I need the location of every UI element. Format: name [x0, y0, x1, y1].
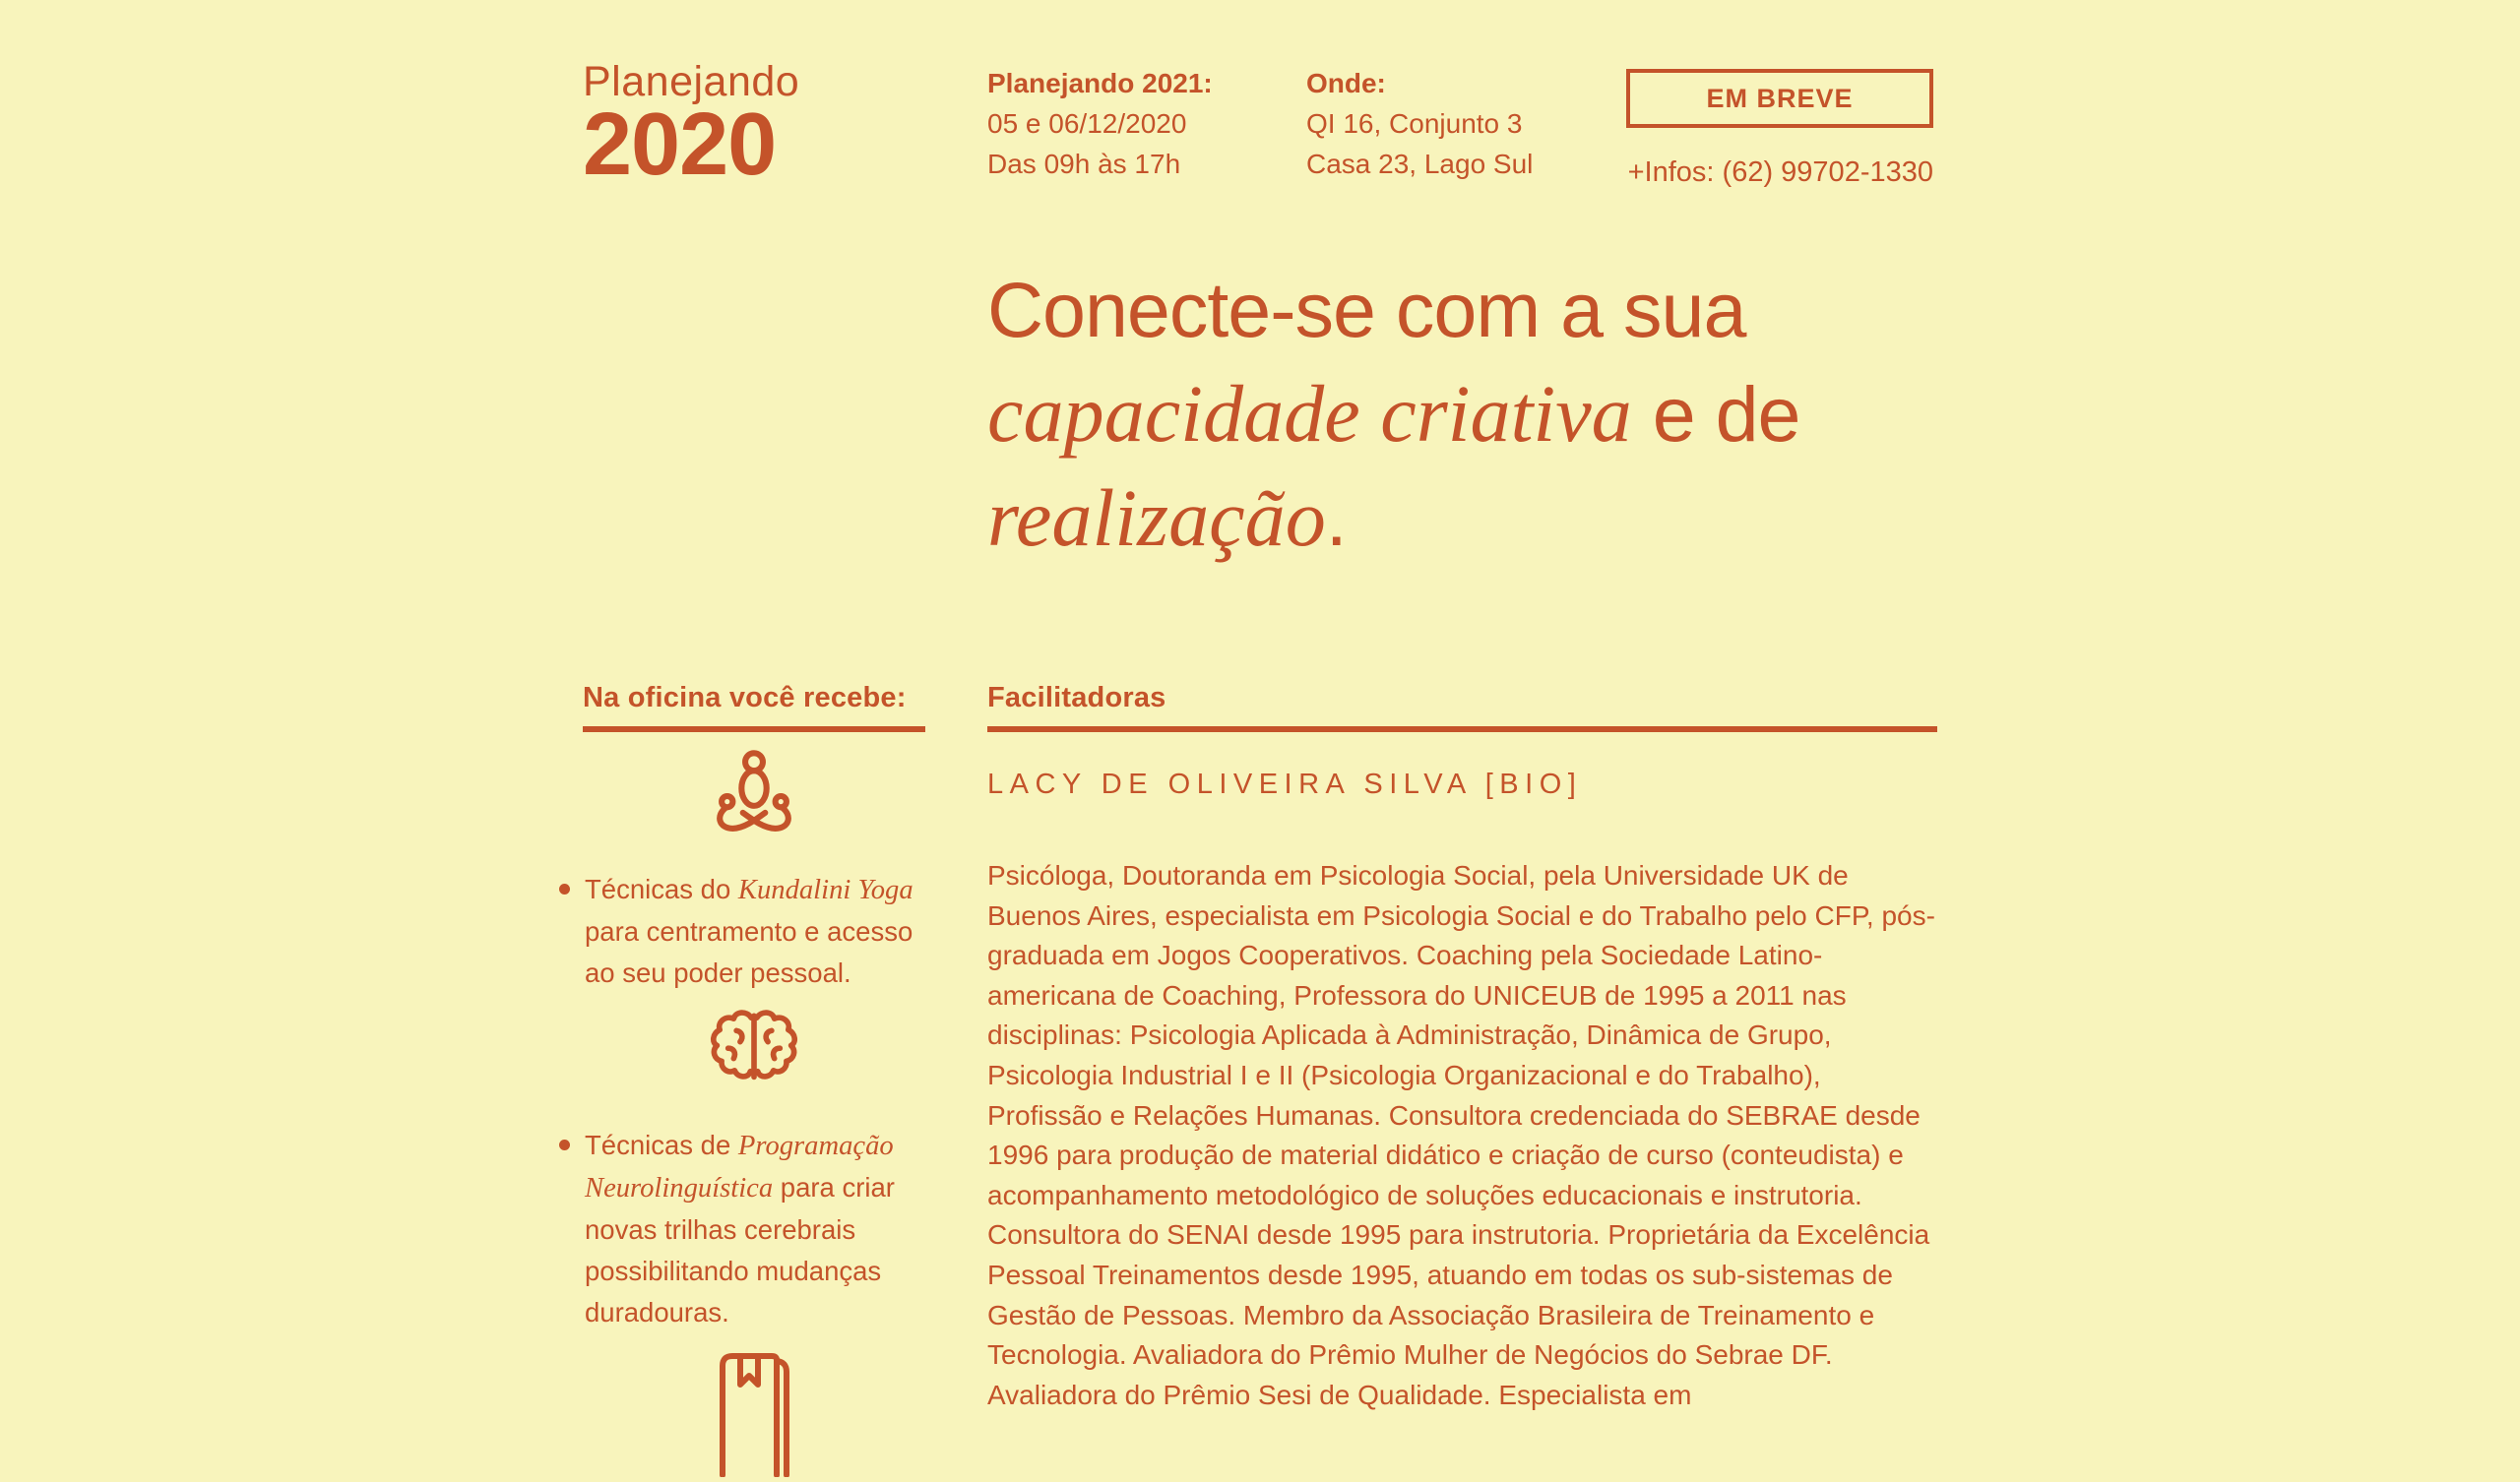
hero-heading — [987, 258, 1952, 571]
facilitators-heading: Facilitadoras — [987, 682, 1166, 713]
benefit-item-pnl: Técnicas de Programação Neurolinguística para criar novas trilhas cerebrais possibilitando mudanças duradouras. — [585, 1125, 925, 1333]
event-info-hours: Das 09h às 17h — [987, 149, 1181, 179]
benefits-list — [585, 1125, 925, 1333]
location-info-line2: Casa 23, Lago Sul — [1306, 149, 1534, 179]
phone-info: +Infos: (62) 99702-1330 — [1627, 156, 1933, 188]
benefits-heading: Na oficina você recebe: — [583, 682, 907, 713]
facilitator-bio: Psicóloga, Doutoranda em Psicologia Social, pela Universidade UK de Buenos Aires, especialista em Psicologia Social e do Trabalho pelo CFP, pós-graduada em Jogos Cooperativos. Coaching pela Sociedade Latino-americana de Coaching, Professora do UNICEUB de 1995 a 2011 nas disciplinas: Psicologia Aplicada à Administração, Dinâmica de Grupo, Psicologia Industrial I e II (Psicologia Organizacional e do Trabalho), Profissão e Relações Humanas. Consultora credenciada do SEBRAE desde 1996 para produção de material didático e criação de curso (conteudista) e acompanhamento metodológico de soluções educacionais e instrutoria. Consultora do SENAI desde 1995 para instrutoria. Proprietária da Excelência Pessoal Treinamentos desde 1995, atuando em todas os sub-sistemas de Gestão de Pessoas. Membro da Associação Brasileira de Treinamento e Tecnologia. Avaliadora do Prêmio Mulher de Negócios do Sebrae DF. Avaliadora do Prêmio Sesi de Qualidade. Especialista em — [987, 860, 1935, 1410]
logo-year: 2020 — [583, 95, 777, 194]
brain-icon — [583, 1006, 925, 1103]
location-info-label: Onde: — [1306, 68, 1386, 98]
facilitators-column — [987, 681, 1937, 1415]
logo-word: Planejando — [583, 58, 800, 105]
event-info-date: 05 e 06/12/2020 — [987, 108, 1187, 139]
location-info — [1306, 63, 1533, 184]
benefit-item-yoga: Técnicas do Kundalini Yoga para centramento e acesso ao seu poder pessoal. — [585, 869, 925, 994]
hero-line-1: Conecte-se com a sua — [987, 266, 1746, 353]
event-info — [987, 63, 1213, 184]
benefits-list — [585, 869, 925, 994]
facilitator-name: LACY DE OLIVEIRA SILVA [BIO] — [987, 769, 1583, 800]
hero-line-2: capacidade criativa e de — [987, 369, 1800, 459]
yoga-icon — [583, 750, 925, 847]
bio-link[interactable]: [BIO] — [1484, 769, 1583, 800]
book-icon — [583, 1349, 925, 1482]
site-logo — [583, 57, 800, 194]
section-divider — [583, 726, 925, 732]
benefits-column — [583, 681, 925, 1482]
content-container — [583, 0, 1937, 1411]
em-breve-button[interactable]: EM BREVE — [1626, 69, 1933, 128]
hero-line-3: realização. — [987, 473, 1347, 563]
location-info-line1: QI 16, Conjunto 3 — [1306, 108, 1523, 139]
section-divider — [987, 726, 1937, 732]
event-info-label: Planejando 2021: — [987, 68, 1213, 98]
